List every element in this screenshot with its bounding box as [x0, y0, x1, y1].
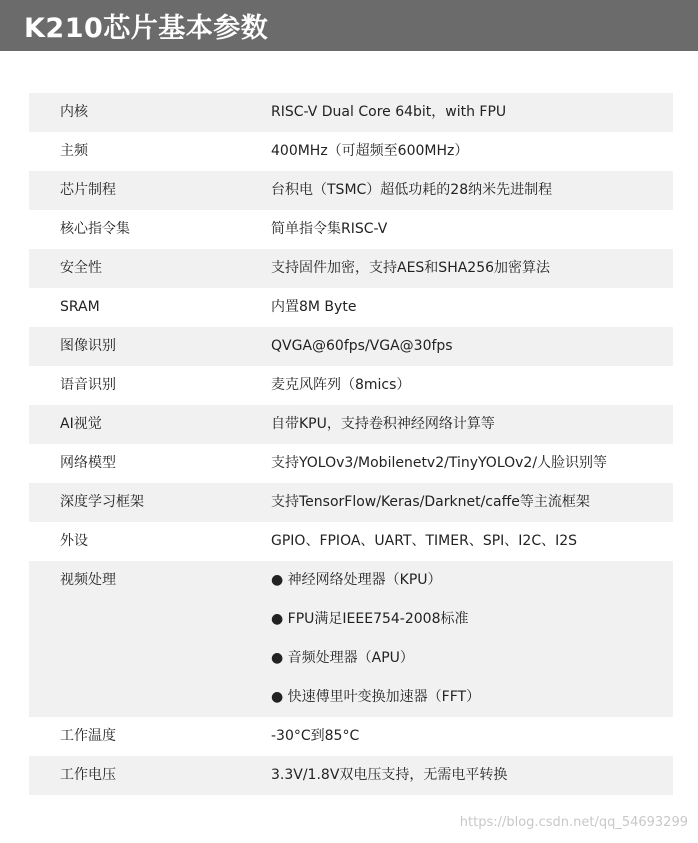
- row-label: 深度学习框架: [60, 494, 144, 510]
- list-item: ● 神经网络处理器（KPU）: [271, 572, 442, 588]
- table-row: [29, 288, 673, 327]
- table-row: [29, 171, 673, 210]
- row-label: 主频: [60, 143, 88, 159]
- row-value: 支持YOLOv3/Mobilenetv2/TinyYOLOv2/人脸识别等: [271, 455, 608, 471]
- row-value: RISC-V Dual Core 64bit，with FPU: [271, 104, 507, 120]
- row-value: 自带KPU，支持卷积神经网络计算等: [271, 416, 495, 432]
- table-row: [29, 756, 673, 795]
- table-row-video: [29, 561, 673, 717]
- table-row: [29, 327, 673, 366]
- spec-table: [29, 93, 673, 795]
- row-value: 内置8M Byte: [271, 299, 357, 315]
- row-label: 网络模型: [60, 455, 116, 471]
- list-item: ● FPU满足IEEE754-2008标准: [271, 611, 469, 627]
- row-label: 芯片制程: [60, 182, 116, 198]
- row-label: 内核: [60, 104, 88, 120]
- row-label: 安全性: [60, 260, 102, 276]
- row-value: 支持TensorFlow/Keras/Darknet/caffe等主流框架: [271, 494, 590, 510]
- row-value: 支持固件加密，支持AES和SHA256加密算法: [271, 260, 551, 276]
- list-item: ● 快速傅里叶变换加速器（FFT）: [271, 689, 481, 705]
- table-row: [29, 405, 673, 444]
- title-bar: [0, 0, 698, 51]
- row-value: 台积电（TSMC）超低功耗的28纳米先进制程: [271, 182, 553, 198]
- row-label: 语音识别: [60, 377, 116, 393]
- row-label: 视频处理: [60, 572, 116, 588]
- table-row: [29, 366, 673, 405]
- row-value: QVGA@60fps/VGA@30fps: [271, 338, 453, 354]
- table-row: [29, 210, 673, 249]
- table-row: [29, 249, 673, 288]
- table-row: [29, 717, 673, 756]
- row-label: 核心指令集: [60, 221, 130, 237]
- row-label: 工作温度: [60, 728, 116, 744]
- page-title: K210芯片基本参数: [24, 13, 269, 44]
- row-label: SRAM: [60, 299, 100, 315]
- row-label: 外设: [60, 533, 88, 549]
- row-value: -30°C到85°C: [271, 728, 360, 744]
- row-value: 3.3V/1.8V双电压支持，无需电平转换: [271, 767, 508, 783]
- row-label: 图像识别: [60, 338, 116, 354]
- table-row: [29, 483, 673, 522]
- table-row: [29, 132, 673, 171]
- table-row: [29, 444, 673, 483]
- table-row: [29, 93, 673, 132]
- video-feature-list: [271, 561, 671, 717]
- row-value: 麦克风阵列（8mics）: [271, 377, 411, 393]
- table-row: [29, 522, 673, 561]
- list-item: ● 音频处理器（APU）: [271, 650, 414, 666]
- row-value: 400MHz（可超频至600MHz）: [271, 143, 469, 159]
- watermark-url: https://blog.csdn.net/qq_54693299: [459, 815, 688, 830]
- row-value: 简单指令集RISC-V: [271, 221, 388, 237]
- row-value: GPIO、FPIOA、UART、TIMER、SPI、I2C、I2S: [271, 533, 578, 549]
- row-label: AI视觉: [60, 416, 102, 432]
- row-label: 工作电压: [60, 767, 116, 783]
